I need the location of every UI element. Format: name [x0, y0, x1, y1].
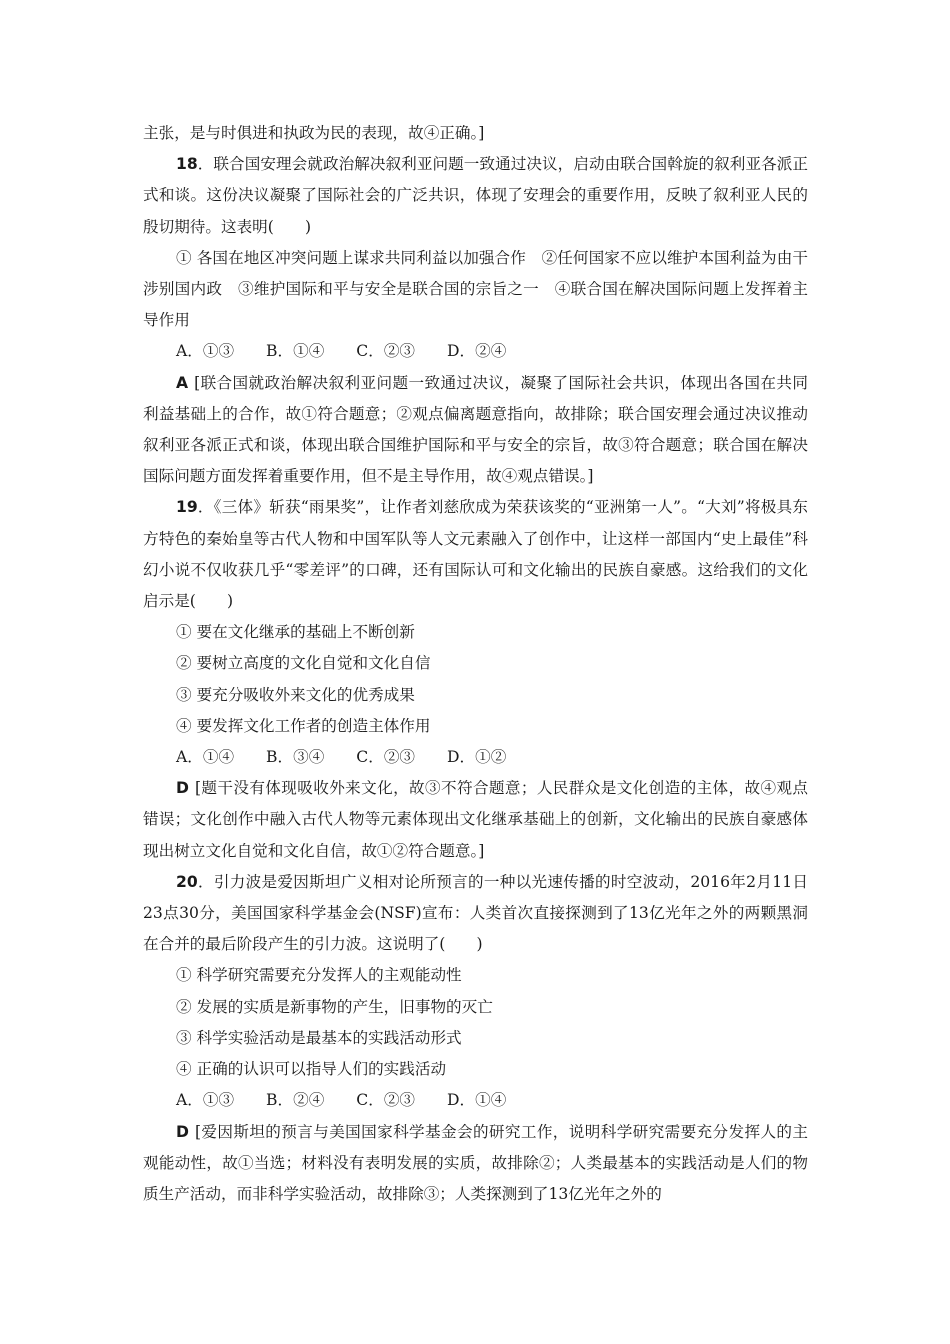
continued-explanation: 主张，是与时俱进和执政为民的表现，故④正确。]: [143, 124, 485, 142]
question-19: [143, 492, 808, 866]
question-number: 19: [176, 498, 198, 517]
option-1: ① 科学研究需要充分发挥人的主观能动性: [176, 966, 462, 985]
answer-choices: [143, 742, 808, 773]
choice-a: A．①③: [176, 1091, 235, 1110]
choice-b: B．③④: [266, 748, 325, 767]
answer-choices: [143, 1085, 808, 1116]
answer-explanation: [143, 368, 808, 493]
choice-c: C．②③: [356, 342, 416, 361]
choice-d: D．②④: [447, 342, 507, 361]
option-4: ④ 要发挥文化工作者的创造主体作用: [176, 716, 431, 735]
option-list: ① 各国在地区冲突问题上谋求共同利益以加强合作 ②任何国家不应以维护本国利益为由干涉别国内政 ③维护国际和平与安全是联合国的宗旨之一 ④联合国在解决国际问题上发挥着主导作用: [143, 248, 808, 330]
answer-explanation: [143, 773, 808, 867]
choice-c: C．②③: [356, 748, 416, 767]
answer-letter: D: [176, 779, 189, 798]
question-20: [143, 867, 808, 1210]
choice-d: D．①②: [447, 748, 507, 767]
choice-d: D．①④: [447, 1091, 507, 1110]
answer-explanation: [143, 1117, 808, 1211]
answer-letter: D: [176, 1122, 189, 1141]
explanation-text: [爱因斯坦的预言与美国国家科学基金会的研究工作，说明科学研究需要充分发挥人的主观能动性，故①当选；材料没有表明发展的实质，故排除②；人类最基本的实践活动是人们的物质生产活动，而非科学实验活动，故排除③；人类探测到了13亿光年之外的: [143, 1122, 808, 1203]
choice-a: A．①③: [176, 342, 235, 361]
question-stem: [143, 149, 808, 243]
choice-c: C．②③: [356, 1091, 416, 1110]
stem-text: ．《三体》斩获“雨果奖”，让作者刘慈欣成为荣获该奖的“亚洲第一人”。“大刘”将极具东方特色的秦始皇等古代人物和中国军队等人文元素融入了创作中，让这样一部国内“史上最佳”科幻小说不仅收获几乎“零差评”的口碑，还有国际认可和文化输出的民族自豪感。这给我们的文化启示是( ): [143, 498, 808, 611]
choice-b: B．①④: [266, 342, 325, 361]
answer-choices: [143, 336, 808, 367]
option-4: ④ 正确的认识可以指导人们的实践活动: [176, 1060, 447, 1079]
option-3: ③ 要充分吸收外来文化的优秀成果: [176, 685, 415, 704]
question-stem: [143, 867, 808, 961]
option-2: ② 要树立高度的文化自觉和文化自信: [176, 654, 431, 673]
option-2: ② 发展的实质是新事物的产生，旧事物的灭亡: [176, 997, 493, 1016]
explanation-text: [题干没有体现吸收外来文化，故③不符合题意；人民群众是文化创造的主体，故④观点错误；文化创作中融入古代人物等元素体现出文化继承基础上的创新，文化输出的民族自豪感体现出树立文化自觉和文化自信，故①②符合题意。]: [143, 779, 808, 860]
question-stem: [143, 492, 808, 617]
question-number: 20: [176, 872, 198, 891]
option-3: ③ 科学实验活动是最基本的实践活动形式: [176, 1028, 462, 1047]
choice-b: B．②④: [266, 1091, 325, 1110]
stem-text: ．引力波是爱因斯坦广义相对论所预言的一种以光速传播的时空波动，2016年2月11日23点30分，美国国家科学基金会(NSF)宣布：人类首次直接探测到了13亿光年之外的两颗黑洞在合并的最后阶段产生的引力波。这说明了( ): [143, 872, 808, 954]
answer-letter: A: [176, 373, 189, 392]
stem-text: ．联合国安理会就政治解决叙利亚问题一致通过决议，启动由联合国斡旋的叙利亚各派正式和谈。这份决议凝聚了国际社会的广泛共识，体现了安理会的重要作用，反映了叙利亚人民的殷切期待。这表明( ): [143, 155, 808, 236]
choice-a: A．①④: [176, 748, 235, 767]
question-18: [143, 149, 808, 492]
question-number: 18: [176, 155, 198, 174]
explanation-text: [联合国就政治解决叙利亚问题一致通过决议，凝聚了国际社会共识，体现出各国在共同利益基础上的合作，故①符合题意；②观点偏离题意指向，故排除；联合国安理会通过决议推动叙利亚各派正式和谈，体现出联合国维护国际和平与安全的宗旨，故③符合题意；联合国在解决国际问题方面发挥着重要作用，但不是主导作用，故④观点错误。]: [143, 373, 808, 486]
document-page: [143, 118, 808, 1210]
option-1: ① 要在文化继承的基础上不断创新: [176, 623, 415, 642]
